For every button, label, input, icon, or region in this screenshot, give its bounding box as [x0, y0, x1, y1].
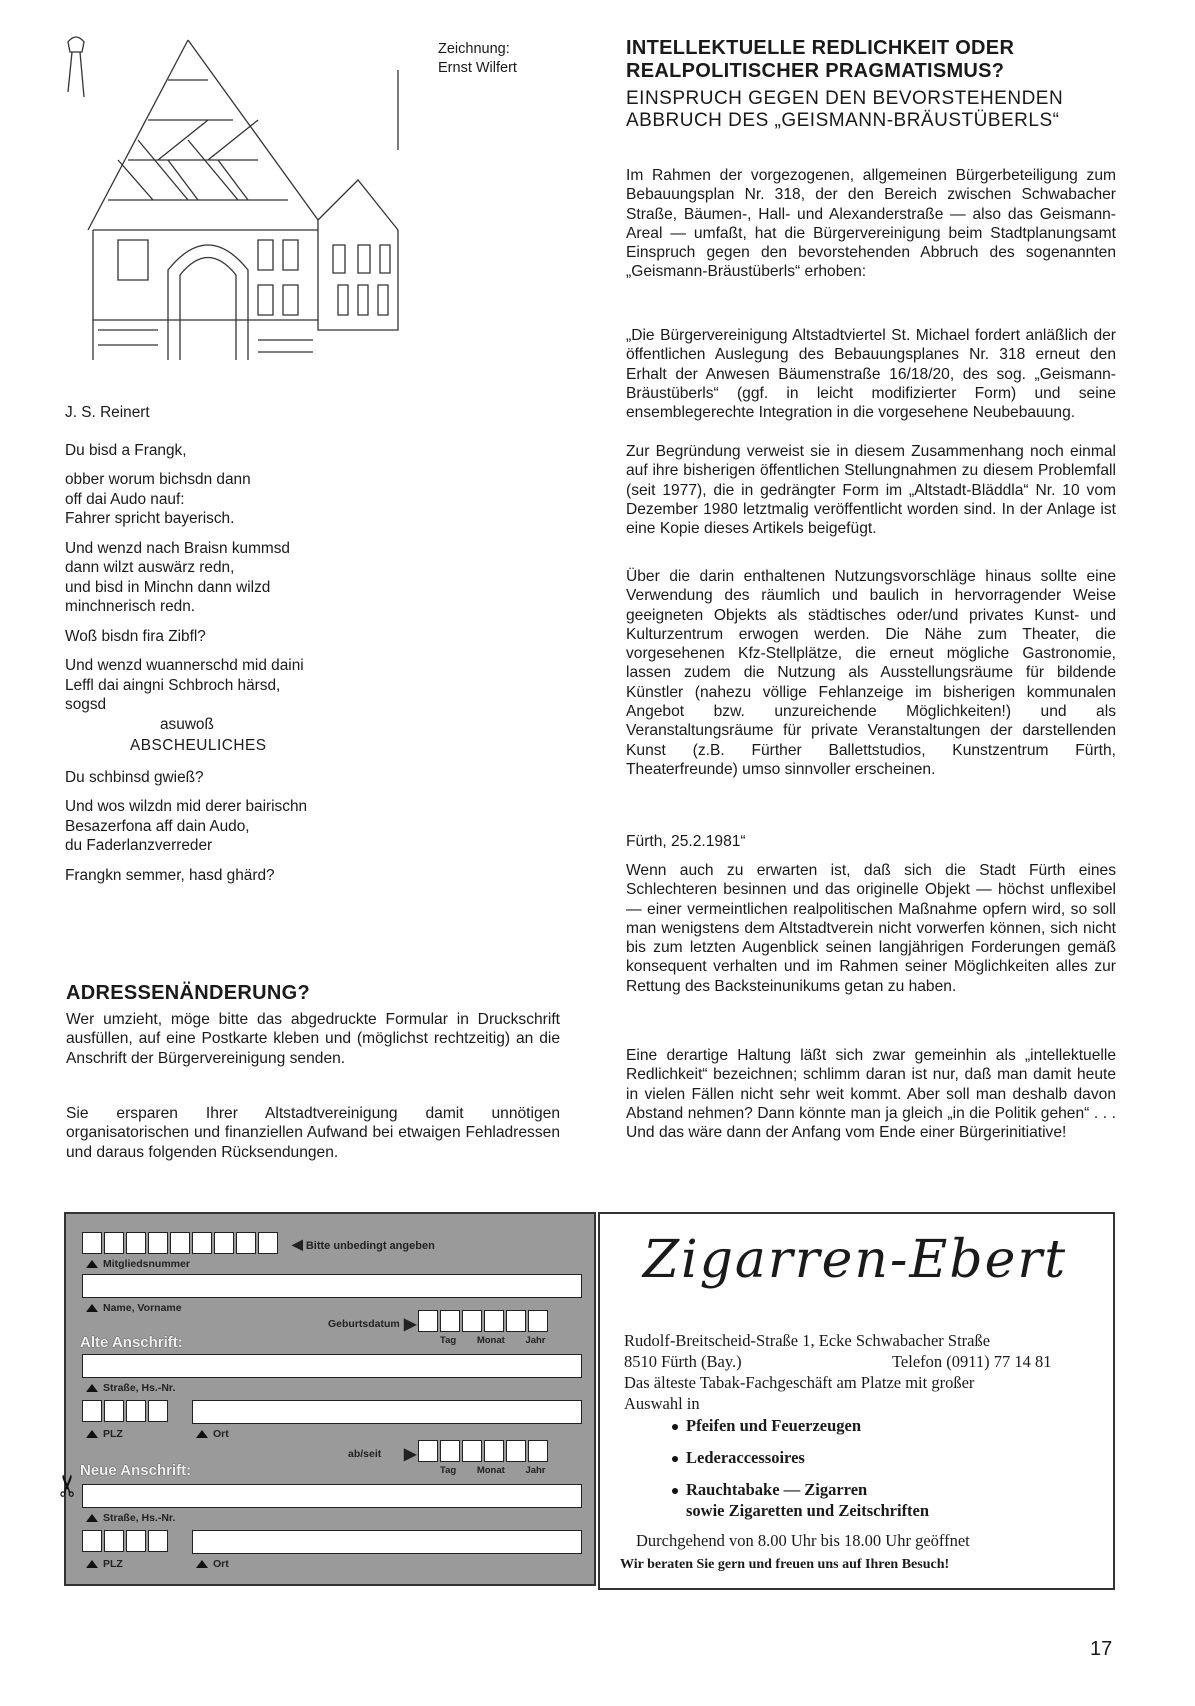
- article-subtitle: EINSPRUCH GEGEN DEN BEVORSTEHENDEN ABBRUCH DES „GEISMANN-BRÄUSTÜBERLS“: [626, 88, 1064, 131]
- ad-item: Pfeifen und Feuerzeugen: [672, 1415, 861, 1437]
- ad-brand: Zigarren-Ebert: [642, 1230, 1068, 1290]
- birth-date-labels: Tag Monat Jahr: [440, 1335, 546, 1346]
- new-street-label: Straße, Hs.-Nr.: [86, 1512, 175, 1524]
- poem-line: Woß bisdn fira Zibfl?: [65, 627, 206, 645]
- new-city-input[interactable]: [192, 1530, 582, 1554]
- article-p4: Über die darin enthaltenen Nutzungsvorschläge hinaus sollte eine Verwendung des räumlich und baulich in hervorragender Weise geeigneten Objekts als städtisches oder/und privates Kunst- und Kulturzentrum erwogen werden. Die Nähe zum Theater, die vorgesehenen Kfz-Stellplätze, die erneut mögliche Gastronomie, lassen zudem die Nutzung als Ausstellungsräume für bildende Künstler (nahezu völlige Fehlanzeige im bisherigen kommunalen Angebot bzw. unzureichende Möglichkeiten!) und als Veranstaltungsräume für private Veranstaltungen der darstellenden Kunst (z.B. Fürther Ballettstudios, Kunstzentrum Fürth, Theaterfreunde) umso sinnvoller erscheinen.: [626, 568, 1116, 778]
- poem-line: Und wenzd nach Braisn kummsd: [65, 539, 290, 557]
- ad-city: 8510 Fürth (Bay.): [624, 1352, 742, 1371]
- poem-line: Und wenzd wuannerschd mid daini: [65, 657, 304, 674]
- ad-hours: Durchgehend von 8.00 Uhr bis 18.00 Uhr geöffnet: [636, 1531, 970, 1550]
- old-plz-boxes[interactable]: [82, 1400, 170, 1422]
- poem-line: Du schbinsd gwieß?: [65, 768, 204, 786]
- ad-closing: Wir beraten Sie gern und freuen uns auf Ihren Besuch!: [620, 1557, 950, 1572]
- address-change-p1: Wer umzieht, möge bitte das abgedruckte Formular in Druckschrift ausfüllen, auf eine Postkarte kleben und (möglichst rechtzeitig) an die Anschrift der Bürgervereinigung senden.: [66, 1011, 560, 1067]
- house-drawing: [58, 30, 428, 370]
- since-date-boxes[interactable]: [418, 1440, 550, 1462]
- bullet-icon: [672, 1488, 678, 1494]
- ad-phone: Telefon (0911) 77 14 81: [892, 1352, 1052, 1371]
- poem: [65, 403, 365, 895]
- name-label: Name, Vorname: [86, 1302, 182, 1314]
- poem-stanza: [65, 441, 365, 461]
- new-plz-boxes[interactable]: [82, 1530, 170, 1552]
- old-street-label: Straße, Hs.-Nr.: [86, 1382, 175, 1394]
- poem-indent-caps: ABSCHEULICHES: [130, 737, 267, 754]
- name-input[interactable]: [82, 1274, 582, 1298]
- birth-date-boxes[interactable]: [418, 1310, 550, 1332]
- old-city-label: Ort: [196, 1428, 229, 1440]
- article-title: INTELLEKTUELLE REDLICHKEIT ODER REALPOLITISCHER PRAGMATISMUS?: [626, 37, 1015, 82]
- poem-line: minchnerisch redn.: [65, 598, 196, 615]
- poem-line: obber worum bichsdn dann: [65, 471, 251, 488]
- poem-indent: asuwoß: [160, 715, 214, 733]
- member-number-boxes[interactable]: [82, 1232, 280, 1254]
- poem-line: Besazerfona aff dain Audo,: [65, 817, 250, 835]
- ad-intro: Auswahl in: [624, 1394, 700, 1413]
- article-p7: Eine derartige Haltung läßt sich zwar gemeinhin als „intellektuelle Redlichkeit“ bezeichnen; schlimm daran ist nur, daß man damit heute in vielen Fällen nicht sehr weit kommt. Aber soll man deshalb davon Abstand nehmen? Dann könnte man ja gleich „in die Politik gehen“ . . . Und das wäre dann der Anfang vom Ende einer Bürgerinitiative!: [626, 1047, 1116, 1142]
- old-street-input[interactable]: [82, 1354, 582, 1378]
- address-change-p2: Sie ersparen Ihrer Altstadtvereinigung damit unnötigen organisatorischen und finanziellen Aufwand bei etwaigen Fehladressen und daraus folgenden Rücksendungen.: [66, 1105, 560, 1161]
- credit-label: Zeichnung:: [438, 41, 510, 57]
- bullet-icon: [672, 1424, 678, 1430]
- birth-arrow: ▶: [404, 1316, 417, 1333]
- poem-line: dann wilzt auswärz redn,: [65, 559, 235, 576]
- ad-item: Lederaccessoires: [672, 1447, 805, 1469]
- new-plz-label: PLZ: [86, 1558, 123, 1570]
- poem-line: Leffl dai aingni Schbroch härsd,: [65, 676, 281, 694]
- poem-line: Frangkn semmer, hasd ghärd?: [65, 866, 275, 884]
- poem-author: J. S. Reinert: [65, 404, 150, 421]
- article-p3: Zur Begründung verweist sie in diesem Zusammenhang noch einmal auf ihre bisherigen öffentlichen Stellungnahmen zu diesem Problemfall (seit 1977), die in gedrängter Form im „Altstadt-Bläddla“ Nr. 10 vom Dezember 1980 letztmalig veröffentlicht worden sind. In der Anlage ist eine Kopie dieses Artikels beigefügt.: [626, 443, 1116, 538]
- address-form: [64, 1212, 596, 1586]
- birth-label: Geburtsdatum: [328, 1318, 400, 1330]
- since-date-labels: Tag Monat Jahr: [440, 1465, 546, 1476]
- poem-stanza: [65, 539, 365, 617]
- article-p2: „Die Bürgervereinigung Altstadtviertel St. Michael fordert anläßlich der öffentlichen Auslegung des Bebauungsplanes Nr. 318 erneut den Erhalt der Anwesen Bäumenstraße 16/18/20, des sog. „Geismann-Bräustüberls“ (ggf. in leicht modifizierter Form) und seine ensemblegerechte Integration in die vorgesehene Neubebauung.: [626, 327, 1116, 422]
- ad-address: Rudolf-Breitscheid-Straße 1, Ecke Schwabacher Straße: [624, 1331, 991, 1350]
- address-change-title: ADRESSENÄNDERUNG?: [66, 982, 311, 1004]
- poem-line: Du bisd a Frangk,: [65, 441, 187, 459]
- old-city-input[interactable]: [192, 1400, 582, 1424]
- poem-line: und bisd in Minchn dann wilzd: [65, 578, 271, 596]
- poem-line: Und wos wilzdn mid derer bairischn: [65, 798, 308, 815]
- page-number: 17: [1090, 1638, 1113, 1660]
- poem-line: sogsd: [65, 696, 107, 713]
- article-p6: Wenn auch zu erwarten ist, daß sich die Stadt Fürth eines Schlechteren besinnen und das originelle Objekt — höchst unflexibel — einer vermeintlichen realpolitischen Maßnahme opfern wird, so soll man wenigstens dem Altstadtverein nicht vorwerfen können, sich nicht bis zum letzten Augenblick seinen langjährigen Forderungen gemäß konsequent verhalten und im Rahmen seiner Möglichkeiten alles zur Rettung des Backsteinunikums getan zu haben.: [626, 862, 1116, 995]
- since-label: ab/seit: [348, 1448, 382, 1460]
- poem-stanza: [65, 768, 365, 788]
- ad-intro: Das älteste Tabak-Fachgeschäft am Platze mit großer: [624, 1373, 975, 1392]
- credit-artist: Ernst Wilfert: [438, 60, 517, 76]
- poem-line: off dai Audo nauf:: [65, 490, 185, 508]
- ad-item: Rauchtabake — Zigarren: [672, 1479, 867, 1501]
- article-p1: Im Rahmen der vorgezogenen, allgemeinen Bürgerbeteiligung zum Bebauungsplan Nr. 318, der den Bereich zwischen Schwabacher Straße, Bäumen-, Hall- und Alexanderstraße — also das Geismann-Areal — umfaßt, hat die Bürgervereinigung beim Stadtplanungsamt Einspruch gegen den bevorstehenden Abbruch des sogenannten „Geismann-Bräustüberls“ erhoben:: [626, 167, 1116, 281]
- poem-line: Fahrer spricht bayerisch.: [65, 510, 235, 527]
- scissors-icon: ✂: [52, 1472, 86, 1499]
- new-street-input[interactable]: [82, 1484, 582, 1508]
- member-label: Mitgliedsnummer: [86, 1258, 190, 1270]
- advertisement: [598, 1212, 1115, 1590]
- ad-item-continued: sowie Zigaretten und Zeitschriften: [686, 1501, 930, 1520]
- bullet-icon: [672, 1456, 678, 1462]
- poem-stanza: [65, 866, 365, 886]
- old-address-label: Alte Anschrift:: [80, 1334, 183, 1351]
- poem-stanza: [65, 797, 365, 856]
- new-address-label: Neue Anschrift:: [80, 1462, 192, 1479]
- old-plz-label: PLZ: [86, 1428, 123, 1440]
- drawing-credit: [438, 40, 517, 78]
- poem-stanza: [65, 627, 365, 647]
- since-arrow: ▶: [404, 1446, 417, 1463]
- poem-stanza: [65, 470, 365, 529]
- poem-stanza: [65, 656, 365, 715]
- new-city-label: Ort: [196, 1558, 229, 1570]
- member-hint: ◀ Bitte unbedingt angeben: [292, 1236, 435, 1252]
- article-p5: Fürth, 25.2.1981“: [626, 833, 746, 850]
- poem-line: du Faderlanzverreder: [65, 837, 213, 854]
